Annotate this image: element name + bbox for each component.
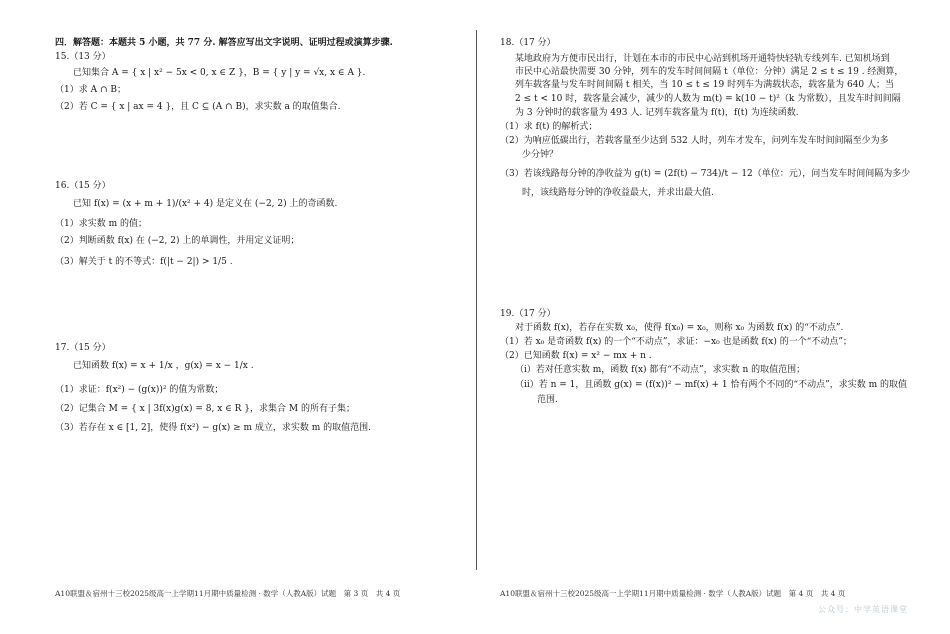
q16-text: 已知 f(x) = (x + m + 1)/(x² + 4) 是定义在 (−2, 2) 上的奇函数. <box>73 199 338 209</box>
q15-header: 15.（13 分） <box>55 52 111 62</box>
q19-part-1: （1）若 x₀ 是奇函数 f(x) 的一个“不动点”，求证：−x₀ 也是函数 f(x) 的一个“不动点”； <box>500 337 852 347</box>
page-4 <box>495 0 911 634</box>
section-title: 四．解答题：本题共 5 小题，共 77 分. 解答应写出文字说明、证明过程或演算步骤. <box>55 38 393 48</box>
q18-line-2: 市民中心站最快需要 30 分钟，列车的发车时间间隔 t（单位：分钟）满足 2 ≤ t ≤ 19 . 经测算， <box>515 67 904 77</box>
q18-part-2-cont: 少分钟？ <box>522 150 559 160</box>
column-divider <box>476 30 477 570</box>
q19-header: 19.（17 分） <box>500 309 556 319</box>
q16-part-1: （1）求实数 m 的值； <box>55 219 147 229</box>
q19-part-2-ii: （ii）若 n = 1，且函数 g(x) = (f(x))² − mf(x) + 1 恰有两个不同的“不动点”，求实数 m 的取值 <box>515 380 907 390</box>
q16-part-2: （2）判断函数 f(x) 在 (−2, 2) 上的单调性，并用定义证明； <box>55 236 300 246</box>
q17-header: 17.（15 分） <box>55 343 111 353</box>
q18-line-3: 列车载客量与发车时间间隔 t 相关，当 10 ≤ t ≤ 19 时列车为满载状态，载客量为 640 人；当 <box>515 80 895 90</box>
page-4-footer: A10联盟＆宿州十三校2025级高一上学期11月期中质量检测 · 数学（人教A版）试题 第 4 页 共 4 页 <box>500 589 846 598</box>
q16-header: 16.（15 分） <box>55 181 111 191</box>
q16-part-3: （3）解关于 t 的不等式：f(|t − 2|) > 1/5 . <box>55 257 233 267</box>
q17-part-2: （2）记集合 M = { x | 3f(x)g(x) = 8, x ∈ R }，求集合 M 的所有子集； <box>55 404 355 414</box>
page-3 <box>55 0 460 634</box>
q19-part-2-i: （i）若对任意实数 m，函数 f(x) 都有“不动点”，求实数 n 的取值范围； <box>515 365 806 375</box>
page-3-footer: A10联盟＆宿州十三校2025级高一上学期11月期中质量检测 · 数学（人教A版）试题 第 3 页 共 4 页 <box>55 589 401 598</box>
q18-header: 18.（17 分） <box>500 38 556 48</box>
q17-part-3: （3）若存在 x ∈ [1, 2]，使得 f(x²) − g(x) ≥ m 成立，求实数 m 的取值范围. <box>55 423 372 433</box>
q15-part-2: （2）若 C = { x | ax = 4 }，且 C ⊆ (A ∩ B)，求实数 a 的取值集合. <box>55 102 341 112</box>
q18-part-3: （3）若该线路每分钟的净收益为 g(t) = (2f(t) − 734)/t − 12（单位：元），问当发车时间间隔为多少 <box>500 169 911 179</box>
q17-part-1: （1）求证：f(x²) − (g(x))² 的值为常数； <box>55 385 224 395</box>
q19-part-2-ii-cont: 范围. <box>537 395 558 405</box>
q19-text: 对于函数 f(x)，若存在实数 x₀，使得 f(x₀) = x₀，则称 x₀ 为函数 f(x) 的“不动点”. <box>515 323 844 333</box>
q18-line-4: 2 ≤ t < 10 时，载客量会减少，减少的人数为 m(t) = k(10 − t)²（k 为常数），且发车时间间隔 <box>515 94 901 104</box>
q18-part-2: （2）为响应低碳出行，若载客量至少达到 532 人时，列车才发车，问列车发车时间间隔至少为多 <box>500 136 889 146</box>
q15-text: 已知集合 A = { x | x² − 5x < 0, x ∈ Z }，B = { y | y = √x, x ∈ A }. <box>73 68 366 78</box>
q15-part-1: （1）求 A ∩ B； <box>55 85 126 95</box>
watermark: 公众号：中学英语课堂 <box>818 605 908 614</box>
q18-line-1: 某地政府为方便市民出行，计划在本市的市民中心站到机场开通特快轻轨专线列车. 已知机场到 <box>515 54 890 64</box>
q18-part-1: （1）求 f(t) 的解析式； <box>500 122 598 132</box>
q18-line-5: 为 3 分钟时的载客量为 493 人. 记列车载客量为 f(t)，f(t) 为连续函数. <box>515 108 799 118</box>
q18-part-3-cont: 时，该线路每分钟的净收益最大，并求出最大值. <box>522 188 714 198</box>
q17-text: 已知函数 f(x) = x + 1/x ，g(x) = x − 1/x . <box>73 361 254 371</box>
q19-part-2: （2）已知函数 f(x) = x² − mx + n . <box>500 351 652 361</box>
